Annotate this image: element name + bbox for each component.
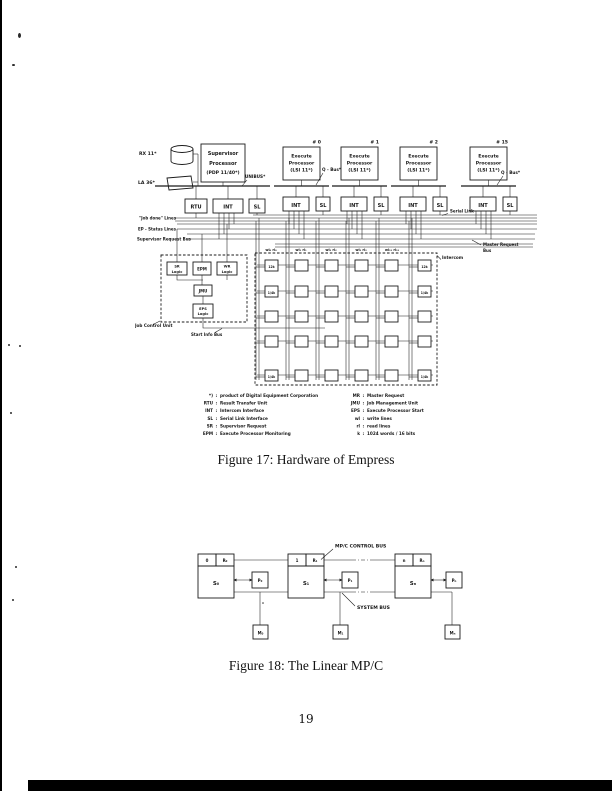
matrix-cell xyxy=(295,260,308,271)
system-bus-label: SYSTEM BUS xyxy=(357,606,390,611)
sup-sl-label: SL xyxy=(253,204,261,211)
stage0-group xyxy=(198,554,268,639)
matrix-header-15: wl₁₅ rl₁₅ xyxy=(384,248,400,252)
ep0-int-label: INT xyxy=(291,202,301,209)
ep0-l2: Processor xyxy=(288,161,315,167)
serial-link-label: Serial Link xyxy=(450,208,474,214)
epm-label: EPM xyxy=(197,266,207,272)
mem-quarterk: 1/4k xyxy=(267,374,276,379)
stage1-reg: R₁ xyxy=(312,558,318,563)
legend-abbr: RTU xyxy=(203,400,213,406)
matrix-cell xyxy=(265,336,278,347)
supervisor-group xyxy=(138,144,270,213)
matrix-cell xyxy=(385,286,398,297)
ep0-l3: (LSI 11*) xyxy=(290,168,313,174)
control-bus-label: MP/C CONTROL BUS xyxy=(335,544,387,550)
stage1-m: M₁ xyxy=(337,630,344,636)
ep1-id: # 1 xyxy=(370,140,379,146)
matrix-header-2: wl₂ rl₂ xyxy=(325,248,337,252)
terminal-icon xyxy=(167,176,193,190)
wr-label: WR xyxy=(223,264,231,269)
ep1-l3: (LSI 11*) xyxy=(348,168,371,174)
scan-speck xyxy=(12,599,14,601)
jcu-label: Job Control Unit xyxy=(135,323,173,328)
supervisor-request-label: Supervisor Request Bus xyxy=(137,236,191,242)
job-done-label: "Job done" Lines xyxy=(139,215,177,221)
matrix-cell xyxy=(325,311,338,322)
legend-sep: : xyxy=(215,408,218,414)
ep15-l3: (LSI 11*) xyxy=(477,168,500,174)
unibus-label: UNIBUS* xyxy=(245,174,266,179)
legend-sep: : xyxy=(362,400,365,406)
start-info-bus-label: Start Info Bus xyxy=(191,332,223,337)
ep15-int-label: INT xyxy=(478,202,488,209)
master-request-label2: Bus xyxy=(483,248,492,253)
stage1-p: P₁ xyxy=(347,578,353,583)
stagen-reg: Rₙ xyxy=(419,558,425,563)
matrix-cell xyxy=(325,336,338,347)
stage0-idx: 0 xyxy=(205,558,209,563)
ep0-qbus-label: Q - Bus* xyxy=(322,167,342,172)
mem-quarterk: 1/4k xyxy=(420,290,429,295)
matrix-cell xyxy=(325,286,338,297)
ep2-int-label: INT xyxy=(408,202,418,209)
mem-quarterk: 1/4k xyxy=(420,374,429,379)
legend-desc: Result Transfer Unit xyxy=(220,400,268,406)
legend-abbr: rl xyxy=(356,423,360,429)
legend-desc: Execute Processor Start xyxy=(367,408,424,414)
ep2-l2: Processor xyxy=(405,161,432,167)
matrix-cell xyxy=(385,336,398,347)
matrix-cell xyxy=(295,286,308,297)
scan-speck xyxy=(19,345,21,347)
matrix-header-3: wl₃ rl₃ xyxy=(355,248,367,252)
matrix-cell xyxy=(418,336,431,347)
legend-desc: Master Request xyxy=(367,393,405,398)
jmu-label: JMU xyxy=(198,288,208,294)
matrix-cell xyxy=(355,336,368,347)
scan-speck xyxy=(10,412,12,414)
figure18-diagram xyxy=(190,540,470,652)
stage0-s: S₀ xyxy=(212,581,220,587)
scan-speck xyxy=(12,64,15,66)
legend-desc: Intercom Interface xyxy=(220,408,265,414)
page-number: 19 xyxy=(298,712,314,726)
legend-desc: write lines xyxy=(367,415,392,421)
supervisor-line1: Supervisor xyxy=(207,151,239,157)
stagen-s: Sₙ xyxy=(409,581,417,587)
legend-desc: Supervisor Request xyxy=(220,423,267,429)
matrix-cell xyxy=(355,260,368,271)
mem-12k: 12k xyxy=(421,264,428,269)
supervisor-line2: Processor xyxy=(209,161,237,167)
legend-abbr: SL xyxy=(207,415,213,421)
legend-desc: Job Management Unit xyxy=(367,400,418,406)
matrix-cell xyxy=(295,370,308,381)
la36-label: LA 36* xyxy=(138,181,155,186)
legend-abbr: EPS xyxy=(351,408,360,414)
wr-label2: Logic xyxy=(221,270,233,274)
legend-desc: Execute Processor Monitoring xyxy=(220,431,291,436)
scan-speck xyxy=(8,344,10,346)
mem-quarterk: 1/4k xyxy=(267,290,276,295)
legend-sep: : xyxy=(215,431,218,436)
legend-abbr: *) xyxy=(208,393,213,398)
ep15-id: # 15 xyxy=(496,140,508,146)
sup-int-label: INT xyxy=(223,204,233,211)
matrix-cell xyxy=(385,311,398,322)
legend-sep: : xyxy=(215,415,218,421)
ep2-group xyxy=(391,140,447,212)
ep15-group xyxy=(461,140,521,212)
matrix-cell xyxy=(325,370,338,381)
scan-speck xyxy=(15,566,17,568)
legend-desc: product of Digital Equipment Corporation xyxy=(220,393,319,398)
stage1-idx: 1 xyxy=(295,558,299,563)
ep15-qbus-label: Q - Bus* xyxy=(501,170,521,175)
ep1-group xyxy=(332,140,388,212)
eps-label2: Logic xyxy=(197,312,209,317)
supervisor-line3: (PDP 11/40*) xyxy=(206,171,240,176)
legend-sep: : xyxy=(362,415,365,421)
legend-sep: : xyxy=(215,393,218,398)
stagen-m: Mₙ xyxy=(449,630,456,636)
matrix-header-1: wl₁ rl₁ xyxy=(295,248,307,252)
legend-abbr: EPM xyxy=(202,431,213,436)
master-request-label: Master Request xyxy=(483,242,519,247)
scan-edge-bottom xyxy=(28,780,612,791)
ep1-l2: Processor xyxy=(346,161,373,167)
scan-speck xyxy=(18,33,21,38)
figure17-caption: Figure 17: Hardware of Empress xyxy=(217,452,395,467)
matrix-cell xyxy=(355,370,368,381)
stage0-p: P₀ xyxy=(257,578,263,583)
rtu-label: RTU xyxy=(190,204,202,211)
matrix-cell xyxy=(295,311,308,322)
matrix-cell xyxy=(295,336,308,347)
mem-12k: 12k xyxy=(268,264,275,269)
intercom-label: Intercom xyxy=(442,255,464,260)
legend-abbr: wl xyxy=(354,415,360,421)
stage1-group xyxy=(288,554,358,639)
stagen-group xyxy=(395,554,462,639)
stage0-m: M₀ xyxy=(257,630,264,636)
matrix-cell xyxy=(325,260,338,271)
figure17-diagram xyxy=(135,128,555,460)
ep2-id: # 2 xyxy=(429,140,438,146)
ep1-int-label: INT xyxy=(349,202,359,209)
figure18-caption: Figure 18: The Linear MP/C xyxy=(228,658,384,673)
sr-label: SR xyxy=(174,264,180,269)
legend-sep: : xyxy=(362,423,365,429)
matrix-cell xyxy=(355,286,368,297)
legend-sep: : xyxy=(362,431,365,436)
legend-abbr: k xyxy=(357,431,360,436)
ep15-sl-label: SL xyxy=(506,202,514,209)
ep15-l1: Execute xyxy=(478,154,499,160)
ep1-sl-label: SL xyxy=(377,202,385,209)
legend-abbr: SR xyxy=(206,423,213,429)
stagen-idx: n xyxy=(402,558,406,563)
disk-icon-top xyxy=(171,146,193,153)
matrix-cell xyxy=(355,311,368,322)
matrix-cell xyxy=(265,311,278,322)
stage1-s: S₁ xyxy=(302,581,310,587)
ep-status-label: EP - Status Lines xyxy=(138,226,176,232)
sr-label2: Logic xyxy=(171,270,183,274)
legend-sep: : xyxy=(215,400,218,406)
legend-abbr: JMU xyxy=(350,400,360,406)
legend-sep: : xyxy=(215,423,218,429)
stagen-p: Pₙ xyxy=(451,578,457,583)
legend-desc: read lines xyxy=(367,423,391,429)
rx11-label: RX 11* xyxy=(139,152,157,157)
stage0-reg: R₀ xyxy=(222,558,228,563)
legend-sep: : xyxy=(362,393,365,398)
ep0-group xyxy=(274,140,342,212)
ep0-sl-label: SL xyxy=(319,202,327,209)
legend xyxy=(203,393,424,436)
ep0-id: # 0 xyxy=(312,140,321,146)
legend-desc: 1024 words / 16 bits xyxy=(367,431,416,436)
matrix-cell xyxy=(385,370,398,381)
ep1-l1: Execute xyxy=(349,154,370,160)
ep15-l2: Processor xyxy=(475,161,502,167)
matrix-header-0: wl₀ rl₀ xyxy=(265,248,277,252)
ep2-l3: (LSI 11*) xyxy=(407,168,430,174)
intercom-matrix-cells xyxy=(256,218,433,381)
legend-abbr: MR xyxy=(352,393,360,398)
ep2-l1: Execute xyxy=(408,154,429,160)
ep2-sl-label: SL xyxy=(436,202,444,209)
legend-sep: : xyxy=(362,408,365,414)
matrix-cell xyxy=(418,311,431,322)
eps-label: EPS xyxy=(199,306,207,311)
legend-desc: Serial Link Interface xyxy=(220,415,268,421)
scan-speck xyxy=(262,602,264,604)
matrix-cell xyxy=(385,260,398,271)
ep0-l1: Execute xyxy=(291,154,312,160)
legend-abbr: INT xyxy=(205,408,213,414)
